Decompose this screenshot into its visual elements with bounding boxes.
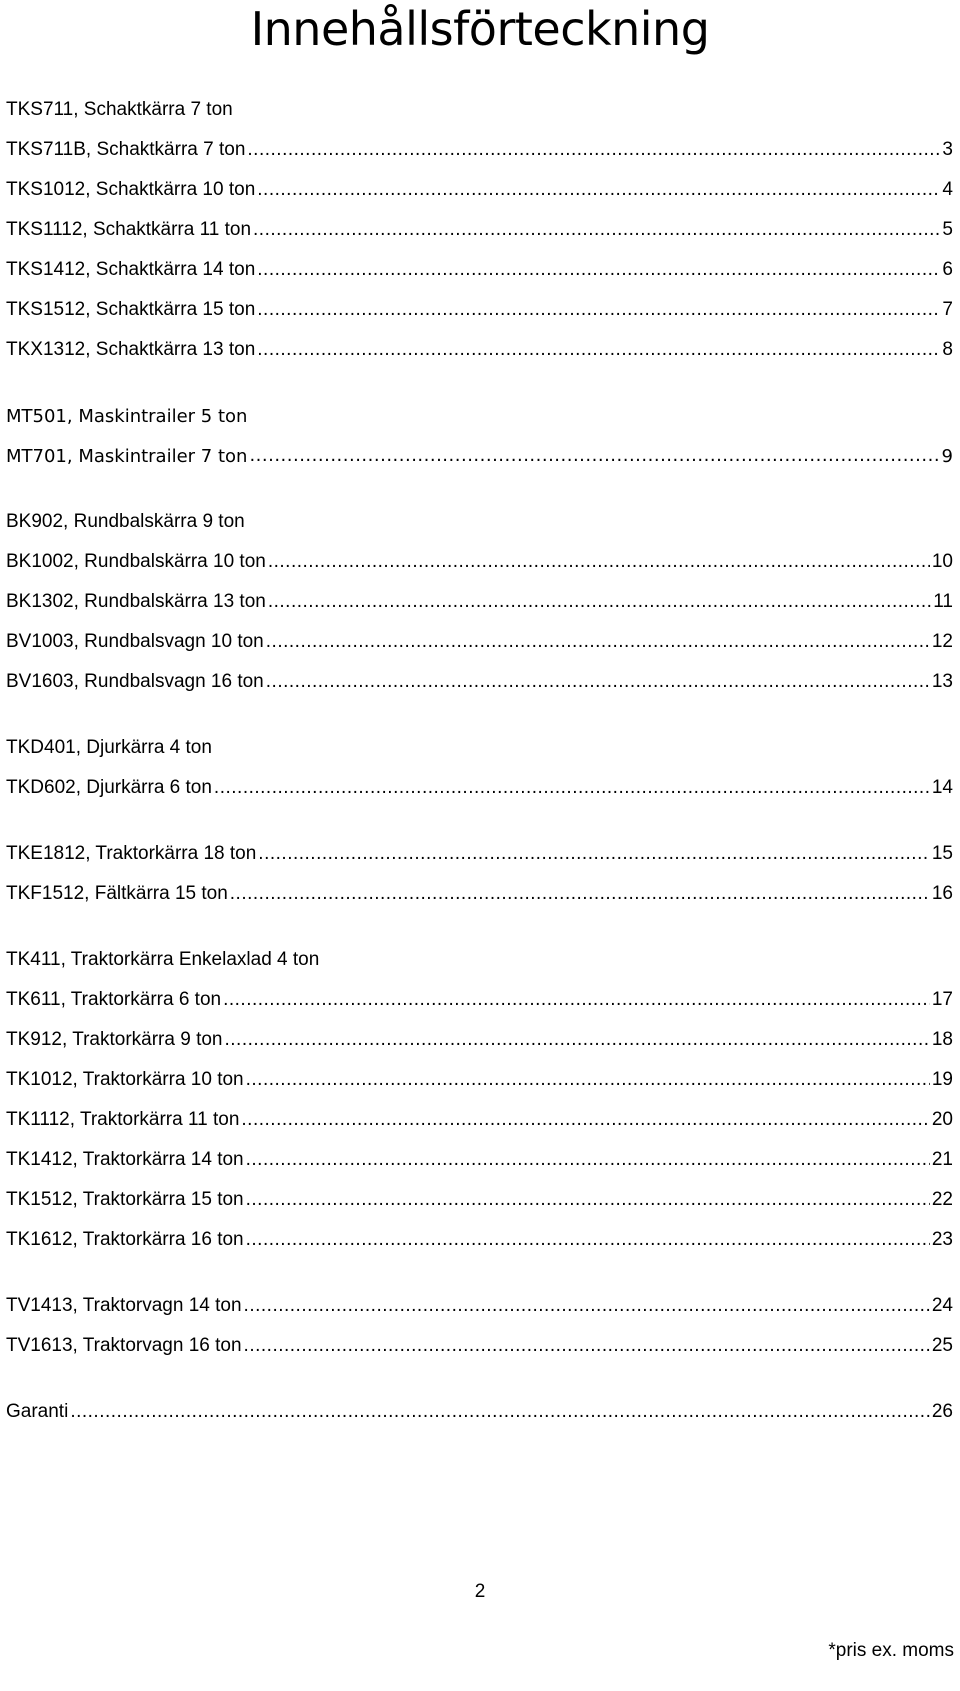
dot-leader [257,299,940,322]
toc-entry-label: TKS1512, Schaktkärra 15 ton [6,299,256,320]
toc-entry-label: TKF1512, Fältkärra 15 ton [6,883,228,904]
toc-entry-label: TK1112, Traktorkärra 11 ton [6,1109,240,1130]
toc-entry-page: 3 [942,139,953,160]
toc-entry-page: 24 [931,1295,953,1316]
toc-entry-label: MT701, Maskintrailer 7 ton [6,445,248,467]
dot-leader [266,671,930,694]
dot-leader [268,551,930,574]
toc-entry-page: 19 [931,1069,953,1090]
toc-entry-page: 7 [942,299,953,320]
toc-entry-page: 6 [942,259,953,280]
toc-entry[interactable] [6,622,953,662]
toc-entry-page: 16 [931,883,953,904]
dot-leader [257,259,940,282]
toc-entry-label: TK912, Traktorkärra 9 ton [6,1029,223,1050]
toc-entry-page: 4 [942,179,953,200]
toc-group [6,940,953,1260]
toc-entry-label: TK611, Traktorkärra 6 ton [6,989,222,1010]
price-footnote: *pris ex. moms [828,1640,954,1661]
dot-leader [257,339,940,362]
toc-entry-label: BK1302, Rundbalskärra 13 ton [6,591,266,612]
dot-leader [266,631,930,654]
toc-entry[interactable] [6,940,953,980]
toc-entry-label: TK411, Traktorkärra Enkelaxlad 4 ton [6,949,320,970]
dot-leader [257,179,940,202]
toc-entry-page: 5 [942,219,953,240]
page-number: 2 [474,1581,486,1602]
toc-entry[interactable] [6,1392,953,1432]
toc-entry-label: TKD401, Djurkärra 4 ton [6,737,212,758]
toc-entry[interactable] [6,1180,953,1220]
dot-leader [244,1295,930,1318]
toc-entry-label: TKS1112, Schaktkärra 11 ton [6,219,252,240]
toc-entry-label: TV1613, Traktorvagn 16 ton [6,1335,242,1356]
toc-entry[interactable] [6,1020,953,1060]
dot-leader [253,219,940,242]
toc-entry[interactable] [6,250,953,290]
toc-entry-page: 13 [931,671,953,692]
toc-entry[interactable] [6,542,953,582]
page-title: Innehållsförteckning [250,2,710,56]
toc-entry-label: TK1512, Traktorkärra 15 ton [6,1189,244,1210]
toc-entry[interactable] [6,330,953,370]
toc-entry[interactable] [6,502,953,542]
toc-entry[interactable] [6,874,953,914]
toc-entry[interactable] [6,130,953,170]
dot-leader [214,777,930,800]
toc-entry-page: 22 [931,1189,953,1210]
toc-entry-label: TKS1012, Schaktkärra 10 ton [6,179,256,200]
toc-group [6,1392,953,1432]
dot-leader [246,1189,930,1212]
toc-entry-page: 8 [942,339,953,360]
toc-entry[interactable] [6,980,953,1020]
toc-entry-label: TKE1812, Traktorkärra 18 ton [6,843,257,864]
toc-entry[interactable] [6,582,953,622]
toc-entry-label: TKX1312, Schaktkärra 13 ton [6,339,256,360]
toc-entry-page: 17 [931,989,953,1010]
toc-entry-page: 15 [931,843,953,864]
toc-entry-label: BK902, Rundbalskärra 9 ton [6,511,245,532]
toc-entry[interactable] [6,436,953,476]
toc-entry[interactable] [6,1060,953,1100]
dot-leader [268,591,931,614]
toc-group [6,834,953,914]
toc-entry[interactable] [6,1100,953,1140]
toc-entry-page: 26 [931,1401,953,1422]
toc-entry[interactable] [6,1140,953,1180]
toc-entry[interactable] [6,834,953,874]
toc-entry-page: 23 [931,1229,953,1250]
toc-entry[interactable] [6,1220,953,1260]
dot-leader [241,1109,929,1132]
toc-entry-page: 9 [941,445,953,467]
table-of-contents [6,90,953,1432]
toc-entry-page: 12 [931,631,953,652]
toc-entry-label: Garanti [6,1401,69,1422]
toc-entry-page: 18 [931,1029,953,1050]
toc-entry-label: TKS1412, Schaktkärra 14 ton [6,259,256,280]
dot-leader [225,1029,930,1052]
toc-entry-label: BV1003, Rundbalsvagn 10 ton [6,631,264,652]
toc-group [6,728,953,808]
toc-group [6,90,953,370]
dot-leader [258,843,930,866]
toc-entry-page: 10 [931,551,953,572]
toc-entry[interactable] [6,1326,953,1366]
toc-entry[interactable] [6,768,953,808]
toc-entry[interactable] [6,210,953,250]
toc-entry-page: 20 [931,1109,953,1130]
dot-leader [246,1069,930,1092]
toc-entry-label: BK1002, Rundbalskärra 10 ton [6,551,266,572]
toc-group [6,396,953,476]
toc-entry-label: MT501, Maskintrailer 5 ton [6,405,248,427]
toc-entry[interactable] [6,170,953,210]
toc-entry[interactable] [6,1286,953,1326]
toc-entry[interactable] [6,396,953,436]
toc-entry-label: TKS711, Schaktkärra 7 ton [6,99,233,120]
toc-entry[interactable] [6,90,953,130]
dot-leader [246,1229,930,1252]
toc-entry-label: TK1412, Traktorkärra 14 ton [6,1149,244,1170]
toc-entry-page: 11 [933,591,953,612]
dot-leader [230,883,930,906]
toc-group [6,502,953,702]
toc-entry-page: 14 [931,777,953,798]
toc-entry[interactable] [6,662,953,702]
toc-entry-label: TKS711B, Schaktkärra 7 ton [6,139,246,160]
dot-leader [246,1149,930,1172]
toc-entry-label: TK1012, Traktorkärra 10 ton [6,1069,244,1090]
toc-group [6,1286,953,1366]
toc-entry-label: BV1603, Rundbalsvagn 16 ton [6,671,264,692]
toc-entry[interactable] [6,728,953,768]
dot-leader [249,445,939,467]
toc-entry-label: TKD602, Djurkärra 6 ton [6,777,212,798]
toc-entry-page: 25 [931,1335,953,1356]
toc-entry-label: TK1612, Traktorkärra 16 ton [6,1229,244,1250]
dot-leader [70,1401,930,1424]
dot-leader [223,989,930,1012]
toc-entry-page: 21 [931,1149,953,1170]
dot-leader [244,1335,930,1358]
dot-leader [247,139,940,162]
toc-entry-label: TV1413, Traktorvagn 14 ton [6,1295,242,1316]
toc-entry[interactable] [6,290,953,330]
